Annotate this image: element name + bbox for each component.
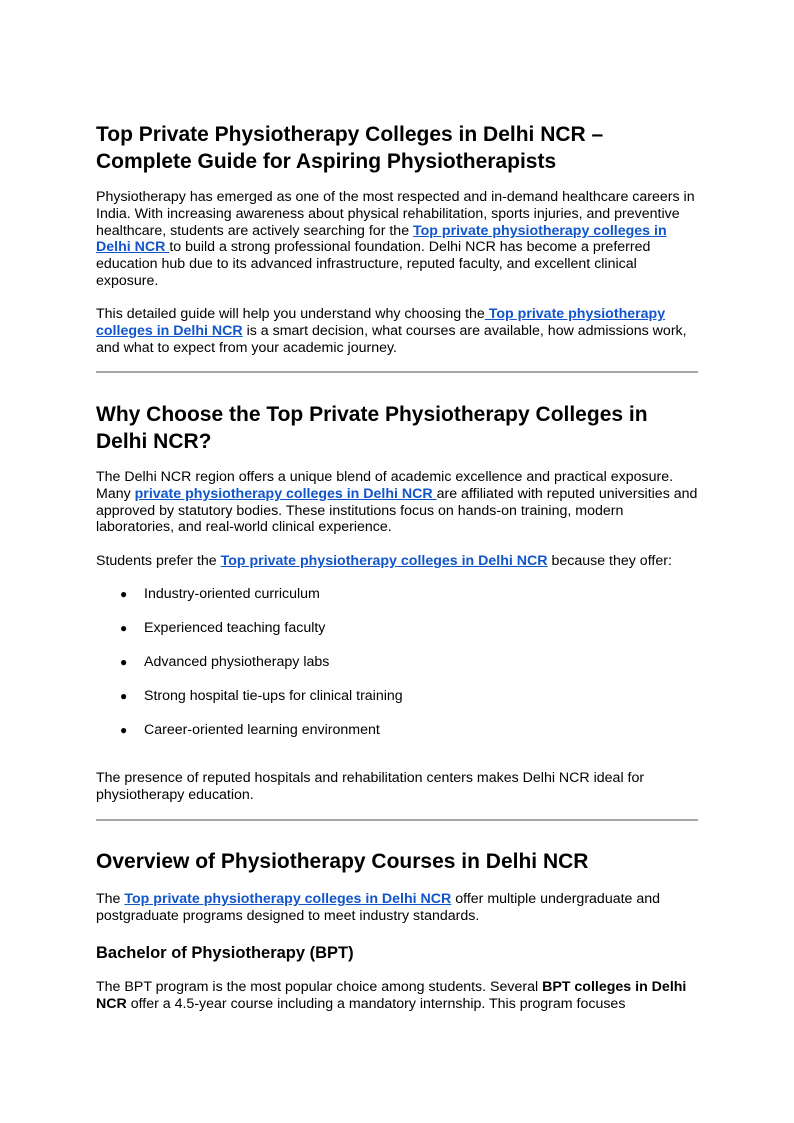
- why-paragraph-3: The presence of reputed hospitals and rehabilitation centers makes Delhi NCR ideal for physiotherapy education.: [96, 770, 645, 803]
- top-colleges-link-1[interactable]: Top private physiotherapy colleges in Delhi NCR: [96, 222, 667, 256]
- bullet-icon: ●: [120, 655, 128, 669]
- bullet-icon: ●: [120, 723, 128, 737]
- why-heading: Why Choose the Top Private Physiotherapy Colleges in Delhi NCR?: [96, 403, 648, 453]
- benefits-list: [96, 586, 698, 739]
- page-title: Top Private Physiotherapy Colleges in Delhi NCR – Complete Guide for Aspiring Physiotherapists: [96, 123, 604, 173]
- list-item: ● Career-oriented learning environment: [120, 722, 380, 738]
- overview-heading: Overview of Physiotherapy Courses in Delhi NCR: [96, 850, 589, 873]
- list-item: ● Industry-oriented curriculum: [120, 586, 320, 602]
- why-text-4: because they offer:: [547, 553, 672, 569]
- bpt-paragraph: [96, 979, 698, 1013]
- bpt-colleges-bold: BPT colleges in Delhi NCR: [96, 979, 687, 1012]
- why-paragraph-2: [96, 553, 698, 570]
- bpt-text-2: offer a 4.5-year course including a mandatory internship. This program focuses: [126, 995, 626, 1012]
- top-colleges-link-4[interactable]: Top private physiotherapy colleges in Delhi NCR: [124, 891, 452, 907]
- why-text-2: are affiliated with reputed universities and approved by statutory bodies. These institutions focus on hands-on training, modern laboratories, and real-world clinical experience.: [96, 485, 698, 536]
- bpt-text-1: The BPT program is the most popular choice among students. Several: [96, 979, 543, 995]
- guide-paragraph: [96, 306, 698, 356]
- intro-text-1: Physiotherapy has emerged as one of the most respected and in-demand healthcare careers in India. With increasing awareness about physical rehabilitation, sports injuries, and preventive healthcare, students are actively searching for the: [96, 189, 695, 239]
- why-text-1: The Delhi NCR region offers a unique blend of academic excellence and practical exposure. Many: [96, 469, 674, 502]
- why-paragraph-1: [96, 469, 698, 536]
- bullet-icon: ●: [120, 689, 128, 703]
- list-item: ● Advanced physiotherapy labs: [120, 654, 330, 670]
- section-divider-2: [96, 819, 698, 821]
- list-item: ● Experienced teaching faculty: [120, 620, 326, 636]
- private-colleges-link[interactable]: private physiotherapy colleges in Delhi NCR: [134, 485, 437, 502]
- guide-text-2: is a smart decision, what courses are available, how admissions work, and what to expect from your academic journey.: [96, 322, 687, 356]
- overview-paragraph: [96, 891, 698, 925]
- guide-text-1: This detailed guide will help you understand why choosing the: [96, 306, 485, 322]
- bpt-heading: Bachelor of Physiotherapy (BPT): [96, 944, 354, 962]
- top-colleges-link-2[interactable]: Top private physiotherapy colleges in Delhi NCR: [96, 306, 666, 339]
- top-colleges-link-3[interactable]: Top private physiotherapy colleges in Delhi NCR: [220, 553, 548, 569]
- overview-text-2: offer multiple undergraduate and postgraduate programs designed to meet industry standards.: [96, 891, 661, 924]
- bullet-icon: ●: [120, 621, 128, 635]
- overview-text-1: The: [96, 891, 125, 907]
- section-divider-1: [96, 371, 698, 373]
- intro-paragraph: [96, 189, 698, 290]
- bullet-icon: ●: [120, 587, 128, 601]
- why-text-3: Students prefer the: [96, 553, 221, 569]
- list-item: ● Strong hospital tie-ups for clinical training: [120, 688, 403, 704]
- intro-text-2: to build a strong professional foundation. Delhi NCR has become a preferred education hub due to its advanced infrastructure, reputed faculty, and excellent clinical exposure.: [96, 239, 651, 289]
